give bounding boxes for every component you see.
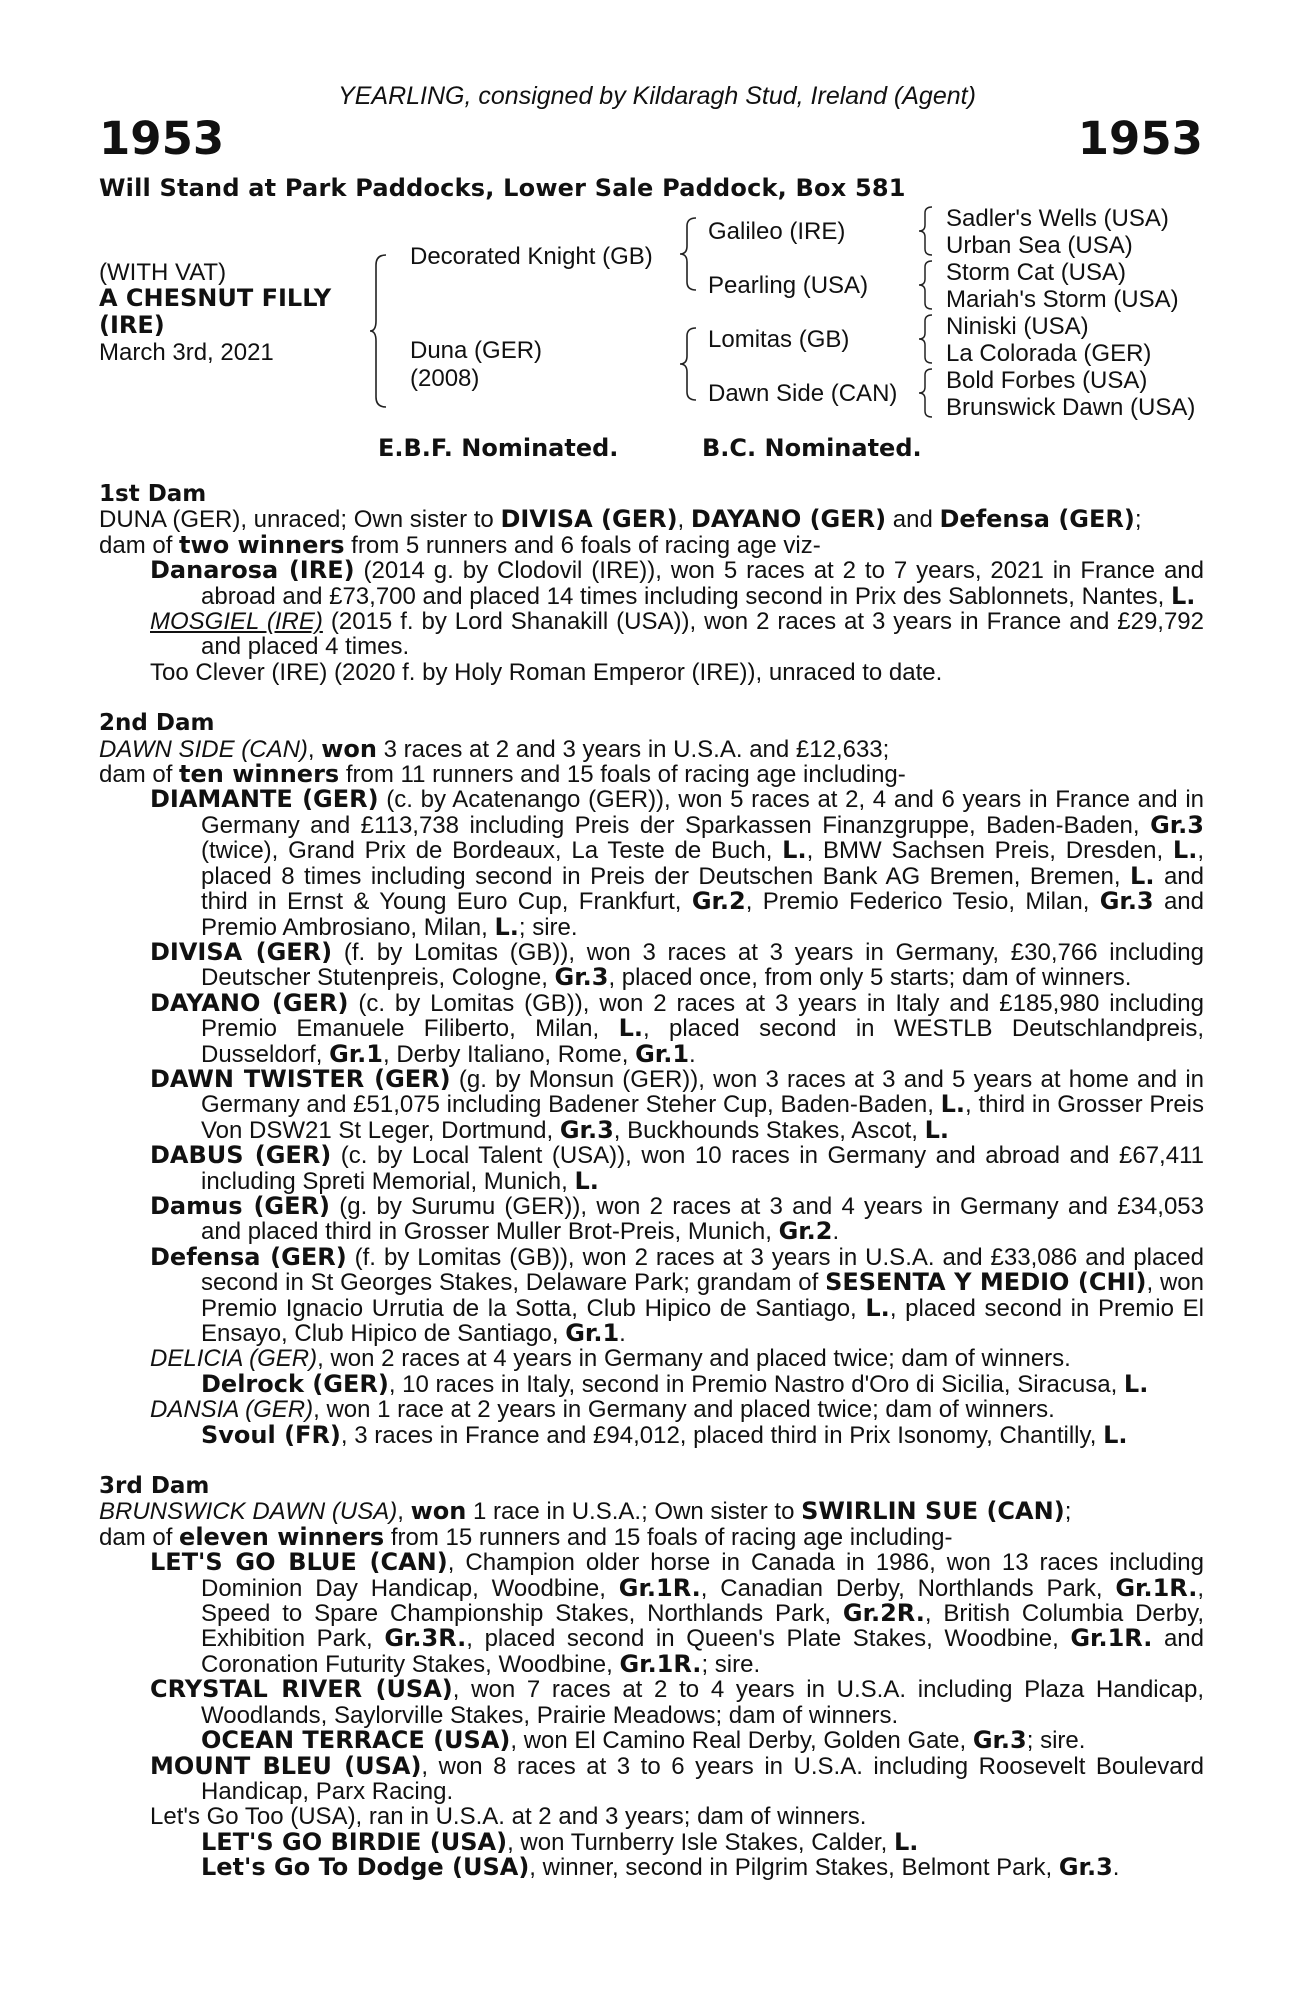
progeny-entry [99, 787, 1204, 939]
bold-text: Delrock (GER) [201, 1369, 389, 1398]
bold-text: Gr.3 [554, 963, 609, 992]
bold-text: Defensa (GER) [150, 1242, 347, 1271]
text-run: DELICIA (GER) [150, 1345, 318, 1373]
text-run: , won 7 races at 2 to 4 years in U.S.A. including Plaza Handicap, Woodlands, Saylorville Stakes, Prairie Meadows; dam of winners. [201, 1676, 1204, 1729]
bold-text: Gr.1 [635, 1039, 690, 1068]
bold-text: DAYANO (GER) [150, 988, 349, 1017]
progeny-entry [99, 1369, 1204, 1398]
great-granddam-4: Mariah's Storm (USA) [946, 286, 1179, 313]
great-grandsire-5: Niniski (USA) [946, 313, 1089, 340]
bold-text: MOUNT BLEU (USA) [150, 1751, 422, 1780]
bold-text: L. [865, 1293, 890, 1322]
great-granddam-6: La Colorada (GER) [946, 340, 1152, 367]
bold-text: LET'S GO BLUE (CAN) [150, 1548, 448, 1577]
bold-text: CRYSTAL RIVER (USA) [150, 1675, 453, 1704]
progeny-entry [99, 1346, 1204, 1371]
bold-text: L. [574, 1166, 599, 1195]
text-run: , Speed to Spare Championship Stakes, Northlands Park, [201, 1574, 1204, 1628]
dam-summary-line [99, 1522, 1204, 1551]
bold-text: Damus (GER) [150, 1191, 330, 1220]
text-run: , Derby Italiano, Rome, [383, 1040, 636, 1068]
bold-text: Let's Go To Dodge (USA) [201, 1853, 530, 1882]
bold-text: Gr.3 [972, 1726, 1027, 1755]
sire-sire: Galileo (IRE) [708, 218, 846, 245]
text-run: from 11 runners and 15 foals of racing age including- [339, 761, 906, 789]
bold-text: DIVISA (GER) [150, 937, 333, 966]
text-run: (f. by Lomitas (GB)), won 3 races at 3 years in Germany, £30,766 including Deutscher Stutenpreis, Cologne, [201, 938, 1204, 992]
bold-text: Gr.1R. [619, 1649, 702, 1678]
bold-text: DAYANO (GER) [690, 505, 887, 534]
pedigree-bracket-gg2 [917, 259, 935, 311]
bold-text: L. [494, 912, 519, 941]
text-run: and Coronation Futurity Stakes, Woodbine, [201, 1625, 1204, 1678]
great-granddam-8: Brunswick Dawn (USA) [946, 394, 1196, 421]
progeny-entry [99, 1397, 1204, 1422]
sire-dam: Pearling (USA) [708, 272, 869, 299]
progeny-entry [99, 1550, 1204, 1677]
text-run: ; sire. [518, 913, 578, 941]
text-run: (g. by Surumu (GER)), won 2 races at 3 and 4 years in Germany and £34,053 and placed third in Grosser Muller Brot-Preis, Munich, [201, 1192, 1204, 1246]
bold-text: L. [1130, 861, 1155, 890]
bold-text: OCEAN TERRACE (USA) [201, 1726, 511, 1755]
text-run: (2014 g. by Clodovil (IRE)), won 5 races at 2 to 7 years, 2021 in France and abroad and £73,700 and placed 14 times including second in Prix des Sablonnets, Nantes, [201, 557, 1204, 610]
great-grandsire-7: Bold Forbes (USA) [946, 367, 1148, 394]
bold-text: L. [1170, 581, 1196, 610]
text-run: , Buckhounds Stakes, Ascot, [613, 1116, 925, 1144]
pedigree-bracket-main [368, 253, 390, 409]
text-run: , won 8 races at 3 to 6 years in U.S.A. including Roosevelt Boulevard Handicap, Parx Racing. [201, 1752, 1204, 1805]
dam-section [99, 482, 1204, 685]
stand-location: Will Stand at Park Paddocks, Lower Sale Paddock, Box 581 [99, 174, 906, 202]
progeny-entry [99, 1143, 1204, 1194]
progeny-entry [99, 1855, 1204, 1880]
bold-text: eleven winners [179, 1522, 385, 1551]
text-run: , placed second in WESTLB Deutschlandpreis, Dusseldorf, [201, 1015, 1205, 1068]
pedigree-bracket-dam [678, 326, 700, 402]
text-run: (c. by Local Talent (USA)), won 10 races in Germany and abroad and £67,411 including Spreti Memorial, Munich, [201, 1142, 1204, 1195]
bold-text: L. [618, 1014, 643, 1043]
text-run: ; sire. [701, 1650, 761, 1678]
text-run: , third in Grosser Preis Von DSW21 St Leger, Dortmund, [201, 1091, 1205, 1144]
text-run: (c. by Lomitas (GB)), won 2 races at 3 years in Italy and £185,980 including Premio Emanuele Filiberto, Milan, [201, 989, 1204, 1043]
progeny-entry [99, 1751, 1204, 1805]
bold-text: L. [1172, 836, 1198, 865]
text-run: , Premio Federico Tesio, Milan, [745, 888, 1100, 916]
bold-text: Gr.1 [565, 1319, 620, 1347]
text-run: , 3 races in France and £94,012, placed third in Prix Isonomy, Chantilly, [340, 1421, 1104, 1449]
text-run: DANSIA (GER) [150, 1396, 314, 1424]
text-run: . [619, 1320, 626, 1347]
pedigree-bracket-gg3 [917, 313, 935, 365]
bold-text: L. [940, 1090, 966, 1119]
text-run: (f. by Lomitas (GB)), won 2 races at 3 years in U.S.A. and £33,086 and placed second in St Georges Stakes, Delaware Park; grandam of [201, 1243, 1204, 1297]
sire-name: Decorated Knight (GB) [410, 243, 653, 270]
bold-text: Gr.1 [329, 1039, 383, 1068]
bold-text: Gr.3 [1150, 810, 1204, 839]
bold-text: L. [924, 1115, 950, 1144]
vat-note: (WITH VAT) [99, 259, 227, 286]
text-run: (2015 f. by Lord Shanakill (USA)), won 2 races at 3 years in France and £29,792 and placed 4 times. [201, 608, 1204, 661]
progeny-entry [99, 988, 1205, 1068]
progeny-entry [99, 660, 1204, 685]
text-run: . [832, 1218, 840, 1246]
text-run: 3 races at 2 and 3 years in U.S.A. and £12,633; [377, 735, 890, 763]
pedigree-bracket-sire [678, 216, 700, 292]
bold-text: L. [893, 1827, 919, 1856]
bold-text: Defensa (GER) [939, 505, 1135, 534]
text-run: , placed 8 times including second in Preis der Deutschen Bank AG Bremen, Bremen, [201, 837, 1205, 890]
text-run: from 15 runners and 15 foals of racing age including- [384, 1523, 953, 1551]
bold-text: L. [782, 836, 807, 865]
text-run: MOSGIEL (IRE) [150, 608, 323, 636]
foaling-date: March 3rd, 2021 [99, 339, 274, 366]
progeny-entry [99, 1242, 1204, 1347]
text-run: , 10 races in Italy, second in Premio Nastro d'Oro di Sicilia, Siracusa, [388, 1370, 1124, 1398]
progeny-entry [99, 937, 1204, 992]
text-run: BRUNSWICK DAWN (USA) [99, 1498, 398, 1526]
text-run: , British Columbia Derby, Exhibition Park, [201, 1600, 1205, 1653]
text-run: , [307, 735, 322, 763]
horse-country: (IRE) [99, 311, 165, 339]
text-run: , [677, 506, 691, 534]
produce-record [99, 482, 1204, 1881]
text-run: and third in Ernst & Young Euro Cup, Frankfurt, [201, 862, 1204, 916]
bold-text: won [410, 1497, 467, 1526]
bold-text: DABUS (GER) [150, 1141, 332, 1170]
pedigree-bracket-gg4 [917, 367, 935, 419]
bold-text: Gr.1R. [1070, 1624, 1153, 1653]
section-heading: 3rd Dam [99, 1473, 210, 1500]
progeny-entry [99, 558, 1204, 609]
progeny-entry [99, 609, 1204, 660]
text-run: (g. by Monsun (GER)), won 3 races at 3 and 5 years at home and in Germany and £51,075 including Badener Steher Cup, Baden-Baden, [201, 1065, 1204, 1119]
text-run: , placed second in Premio El Ensayo, Club Hipico de Santiago, [201, 1294, 1204, 1347]
text-run: and [886, 506, 940, 534]
dam-summary-line [99, 762, 1204, 787]
bold-text: DIAMANTE (GER) [150, 785, 379, 814]
bold-text: Gr.3 [559, 1115, 614, 1144]
ebf-nomination: E.B.F. Nominated. [378, 434, 619, 462]
text-run: from 5 runners and 6 foals of racing age viz- [344, 531, 821, 559]
bold-text: Gr.2 [778, 1217, 833, 1246]
bold-text: DIVISA (GER) [500, 505, 678, 534]
bold-text: SESENTA Y MEDIO (CHI) [825, 1268, 1147, 1297]
text-run: DUNA (GER), unraced; Own sister to [99, 506, 501, 534]
bold-text: L. [1123, 1369, 1149, 1398]
text-run: and Premio Ambrosiano, Milan, [201, 888, 1205, 941]
bold-text: Gr.1R. [1115, 1573, 1198, 1602]
bold-text: L. [1103, 1420, 1128, 1449]
text-run: , won El Camino Real Derby, Golden Gate, [510, 1727, 973, 1755]
text-run: DAWN SIDE (CAN) [99, 735, 308, 763]
dam-sire: Lomitas (GB) [708, 326, 850, 353]
text-run: , won Premio Ignacio Urrutia de la Sotta, Club Hipico de Santiago, [201, 1269, 1204, 1322]
bold-text: Gr.2 [691, 887, 746, 916]
great-granddam-2: Urban Sea (USA) [946, 232, 1133, 259]
text-run: ; [1134, 506, 1142, 534]
dam-dam: Dawn Side (CAN) [708, 380, 898, 407]
pedigree-bracket-gg1 [917, 205, 935, 257]
great-grandsire-3: Storm Cat (USA) [946, 259, 1127, 286]
dam-name: Duna (GER) [410, 337, 543, 364]
text-run: . [1112, 1854, 1120, 1882]
text-run: ; [1064, 1498, 1072, 1526]
bold-text: DAWN TWISTER (GER) [150, 1064, 451, 1093]
progeny-entry [99, 1728, 1204, 1753]
text-run: dam of [99, 531, 180, 559]
lot-number-right: 1953 [1077, 112, 1203, 165]
text-run: , BMW Sachsen Preis, Dresden, [806, 837, 1173, 865]
text-run: , placed second in Queen's Plate Stakes, Woodbine, [466, 1625, 1071, 1653]
text-run: dam of [99, 1523, 180, 1551]
progeny-entry [99, 1420, 1204, 1449]
lot-number-left: 1953 [99, 112, 225, 165]
text-run: . [689, 1040, 696, 1068]
bold-text: won [321, 734, 377, 763]
text-run: , [397, 1498, 411, 1526]
text-run: , winner, second in Pilgrim Stakes, Belmont Park, [529, 1854, 1059, 1882]
bold-text: Danarosa (IRE) [150, 556, 355, 585]
progeny-entry [99, 1191, 1204, 1246]
horse-name: A CHESNUT FILLY [99, 284, 332, 312]
text-run: ; sire. [1026, 1727, 1086, 1755]
text-run: (c. by Acatenango (GER)), won 5 races at 2, 4 and 6 years in France and in Germany and £113,738 including Preis der Sparkassen Finanzgruppe, Baden-Baden, [201, 786, 1204, 839]
section-heading: 2nd Dam [99, 710, 215, 737]
text-run: dam of [99, 761, 180, 789]
dam-summary-line [99, 1499, 1204, 1524]
progeny-entry [99, 1827, 1204, 1856]
progeny-entry [99, 1064, 1205, 1144]
text-run: Let's Go Too (USA), ran in U.S.A. at 2 and 3 years; dam of winners. [150, 1803, 867, 1831]
bold-text: two winners [179, 530, 345, 559]
bold-text: Svoul (FR) [201, 1420, 341, 1449]
dam-summary-line [99, 734, 1204, 763]
text-run: , won 1 race at 2 years in Germany and placed twice; dam of winners. [313, 1396, 1055, 1424]
bold-text: Gr.3R. [384, 1624, 467, 1653]
bold-text: SWIRLIN SUE (CAN) [801, 1497, 1065, 1526]
dam-summary-line [99, 530, 1204, 559]
dam-section [99, 1474, 1204, 1881]
text-run: Too Clever (IRE) (2020 f. by Holy Roman Emperor (IRE)), unraced to date. [150, 658, 943, 686]
section-heading: 1st Dam [99, 481, 207, 507]
dam-summary-line [99, 507, 1204, 532]
progeny-entry [99, 1804, 1204, 1829]
text-run: (twice), Grand Prix de Bordeaux, La Teste de Buch, [201, 837, 783, 865]
bold-text: Gr.3 [1099, 887, 1154, 916]
bold-text: Gr.1R. [618, 1573, 701, 1602]
text-run: , won Turnberry Isle Stakes, Calder, [507, 1828, 894, 1856]
bold-text: ten winners [179, 760, 340, 789]
dam-year: (2008) [410, 365, 480, 392]
consignor-line: YEARLING, consigned by Kildaragh Stud, Ireland (Agent) [338, 82, 976, 110]
text-run: , Canadian Derby, Northlands Park, [700, 1574, 1116, 1602]
text-run: , placed once, from only 5 starts; dam of winners. [608, 964, 1132, 992]
dam-section [99, 711, 1204, 1448]
bc-nomination: B.C. Nominated. [702, 434, 922, 462]
text-run: 1 race in U.S.A.; Own sister to [466, 1498, 802, 1526]
great-grandsire-1: Sadler's Wells (USA) [946, 205, 1169, 232]
progeny-entry [99, 1677, 1204, 1728]
text-run: , won 2 races at 4 years in Germany and placed twice; dam of winners. [317, 1345, 1071, 1373]
bold-text: LET'S GO BIRDIE (USA) [201, 1827, 508, 1856]
bold-text: Gr.2R. [842, 1599, 925, 1628]
text-run: , Champion older horse in Canada in 1986, won 13 races including Dominion Day Handicap, Woodbine, [201, 1549, 1204, 1602]
bold-text: Gr.3 [1058, 1853, 1113, 1882]
